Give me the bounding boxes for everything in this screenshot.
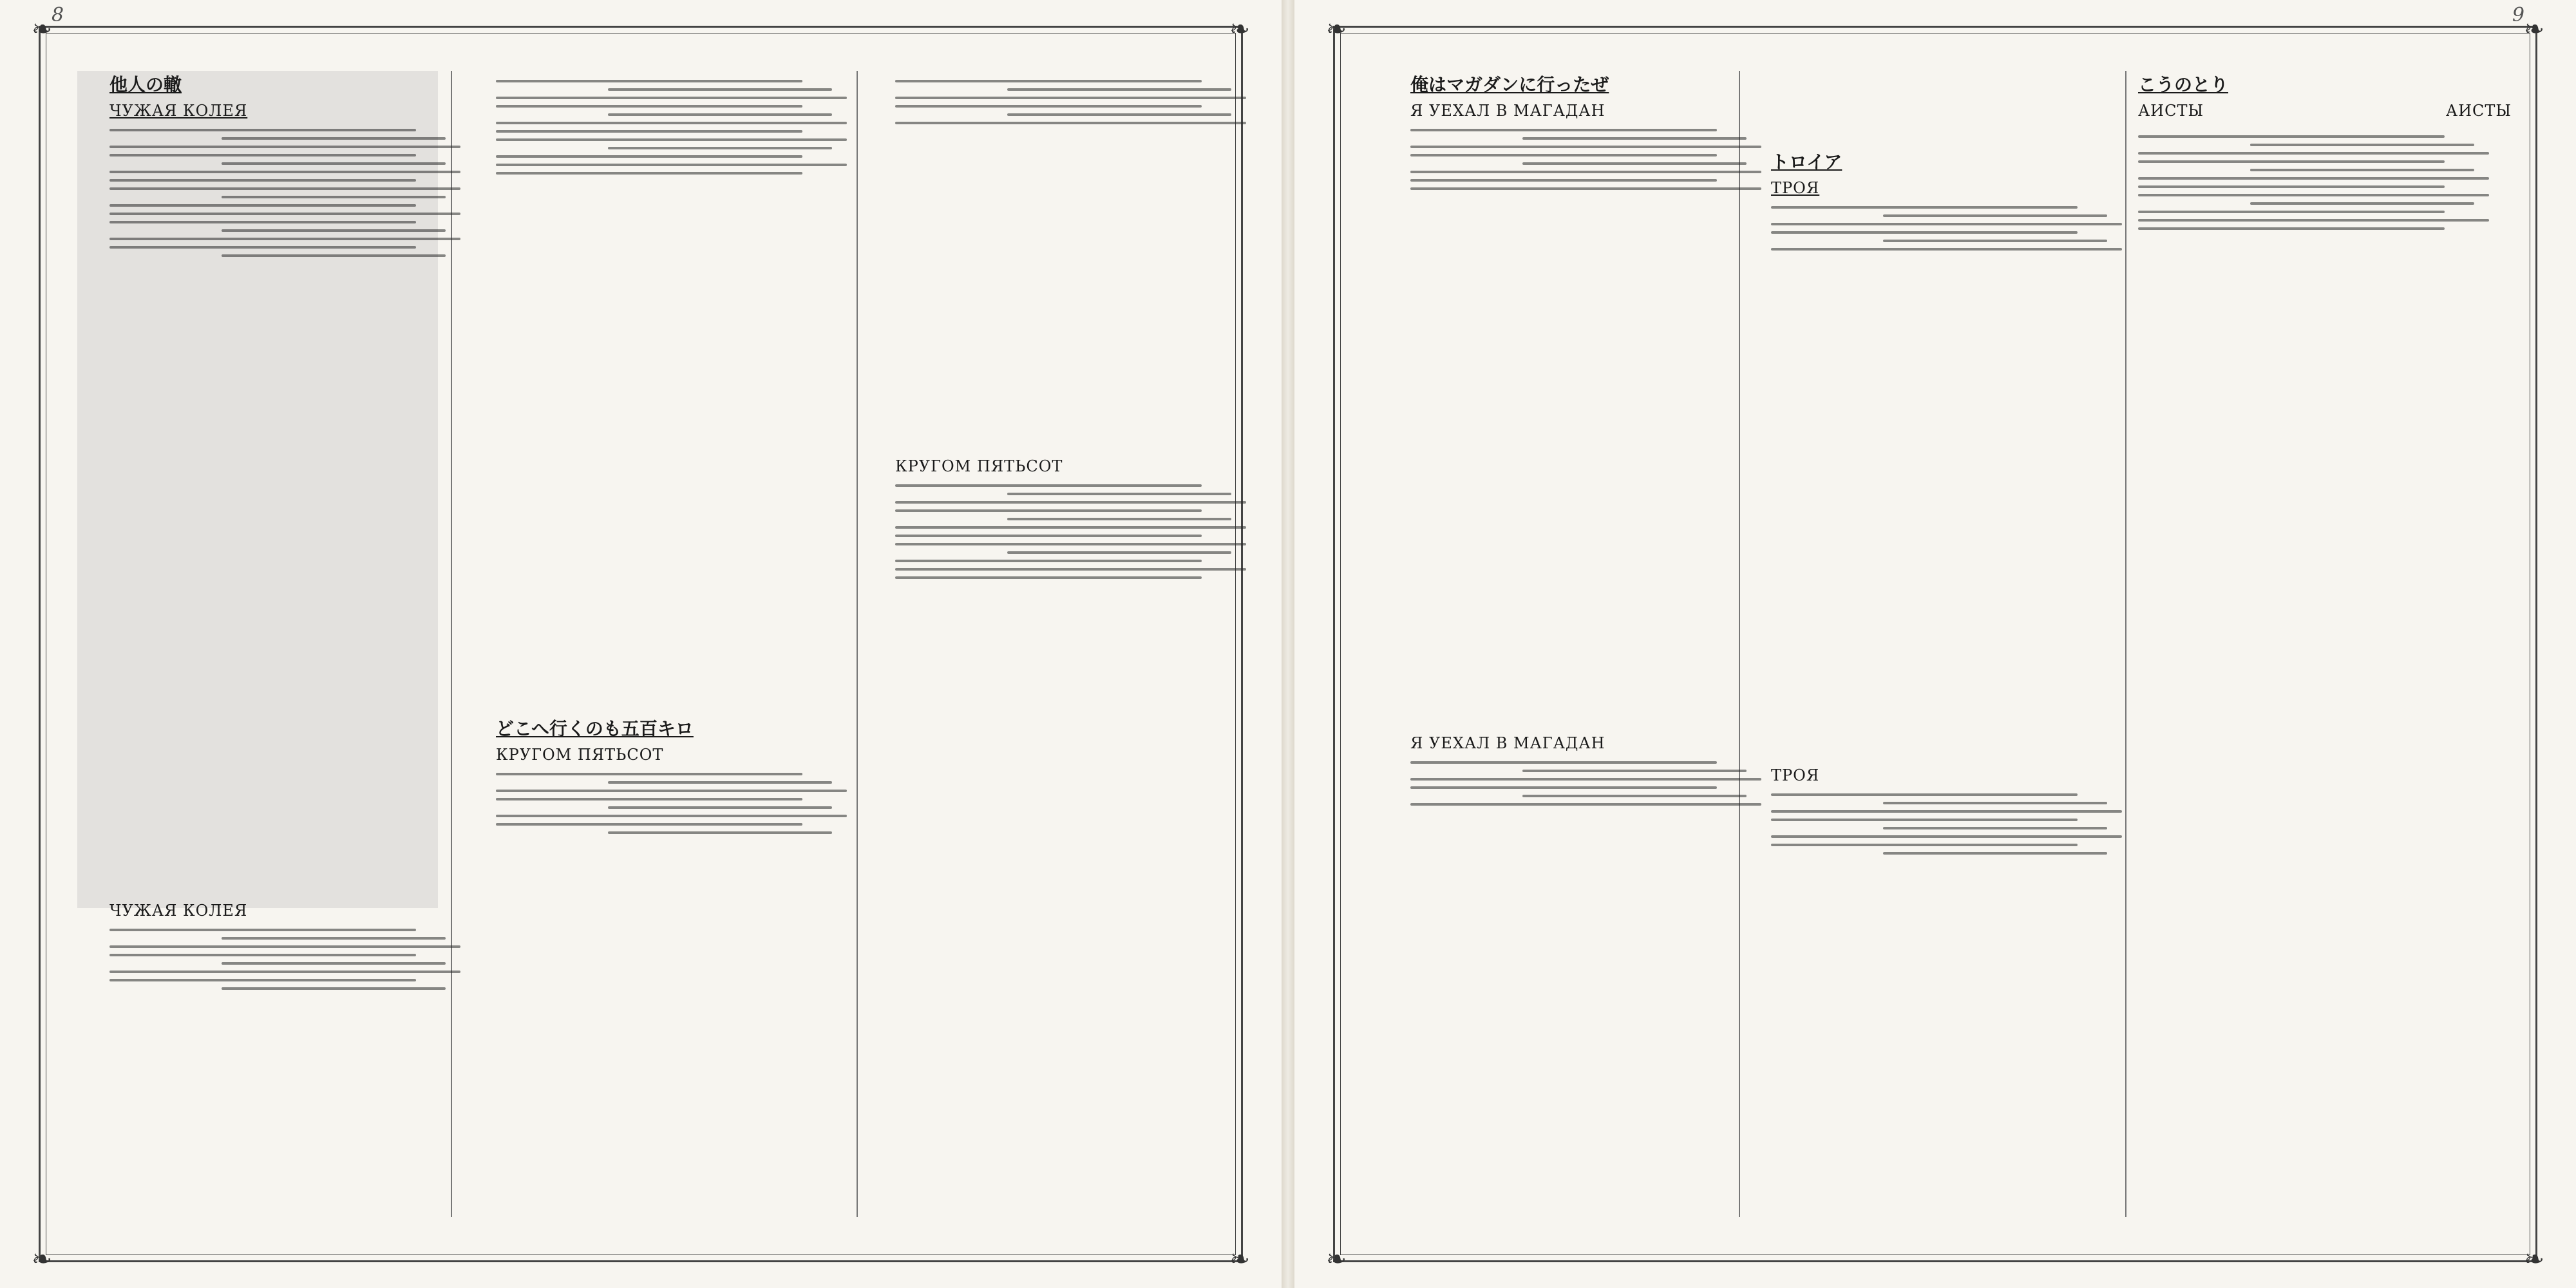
page-number-left: 8 (52, 4, 64, 26)
song-title-jp: どこへ行くのも五百キロ (496, 718, 694, 739)
lyrics-text-placeholder (496, 773, 869, 834)
song-block (109, 902, 483, 990)
lyrics-text-placeholder (895, 484, 1269, 579)
corner-ornament-icon: ❧ (32, 15, 52, 43)
right-page (1294, 0, 2576, 1288)
lyrics-column-2 (1771, 71, 2145, 1217)
song-block (1771, 148, 2145, 251)
song-block (496, 71, 869, 175)
song-title-ru: АИСТЫ (2138, 102, 2204, 120)
lyrics-column-1 (109, 71, 483, 1217)
left-page (0, 0, 1282, 1288)
corner-ornament-icon: ❧ (2524, 15, 2544, 43)
song-title-ru: ЧУЖАЯ КОЛЕЯ (109, 102, 248, 120)
song-title-ru: КРУГОМ ПЯТЬСОТ (895, 457, 1063, 475)
song-title-jp: 他人の轍 (109, 74, 182, 95)
song-block (109, 71, 483, 257)
song-title-ru: Я УЕХАЛ В МАГАДАН (1410, 734, 1605, 752)
lyrics-column-3 (895, 71, 1269, 1217)
lyrics-text-placeholder (2138, 135, 2512, 230)
lyrics-text-placeholder (1771, 206, 2145, 251)
song-block (1410, 734, 1784, 806)
song-title-jp: こうのとり (2138, 74, 2229, 95)
song-title-ru: ТРОЯ (1771, 766, 1820, 784)
lyrics-text-placeholder (496, 80, 869, 175)
lyrics-text-placeholder (1771, 793, 2145, 855)
lyrics-column-3 (2138, 71, 2512, 1217)
corner-ornament-icon: ❧ (1229, 15, 1250, 43)
lyrics-text-placeholder (895, 80, 1269, 124)
song-block (496, 715, 869, 834)
corner-ornament-icon: ❧ (1326, 15, 1347, 43)
song-block (1771, 766, 2145, 855)
corner-ornament-icon: ❧ (1326, 1245, 1347, 1273)
song-title-jp: トロイア (1771, 151, 1842, 173)
song-block (895, 457, 1269, 579)
book-gutter (1282, 0, 1294, 1288)
corner-ornament-icon: ❧ (32, 1245, 52, 1273)
lyrics-text-placeholder (1410, 761, 1784, 806)
song-block (1410, 71, 1784, 190)
song-title-ru: Я УЕХАЛ В МАГАДАН (1410, 102, 1605, 120)
lyrics-text-placeholder (109, 929, 483, 990)
corner-ornament-icon: ❧ (1229, 1245, 1250, 1273)
song-title-ru: АИСТЫ (2445, 102, 2512, 120)
lyrics-column-2 (496, 71, 869, 1217)
page-number-right: 9 (2512, 4, 2524, 26)
corner-ornament-icon: ❧ (2524, 1245, 2544, 1273)
song-title-ru: ЧУЖАЯ КОЛЕЯ (109, 902, 248, 920)
song-title-ru: ТРОЯ (1771, 179, 1820, 197)
song-title-ru: КРУГОМ ПЯТЬСОТ (496, 746, 664, 764)
lyrics-column-1 (1410, 71, 1784, 1217)
lyrics-text-placeholder (109, 129, 483, 257)
song-block (895, 71, 1269, 124)
song-block (2138, 71, 2512, 230)
song-title-jp: 俺はマガダンに行ったぜ (1410, 74, 1609, 95)
lyrics-text-placeholder (1410, 129, 1784, 190)
song-title-row (2138, 102, 2512, 126)
